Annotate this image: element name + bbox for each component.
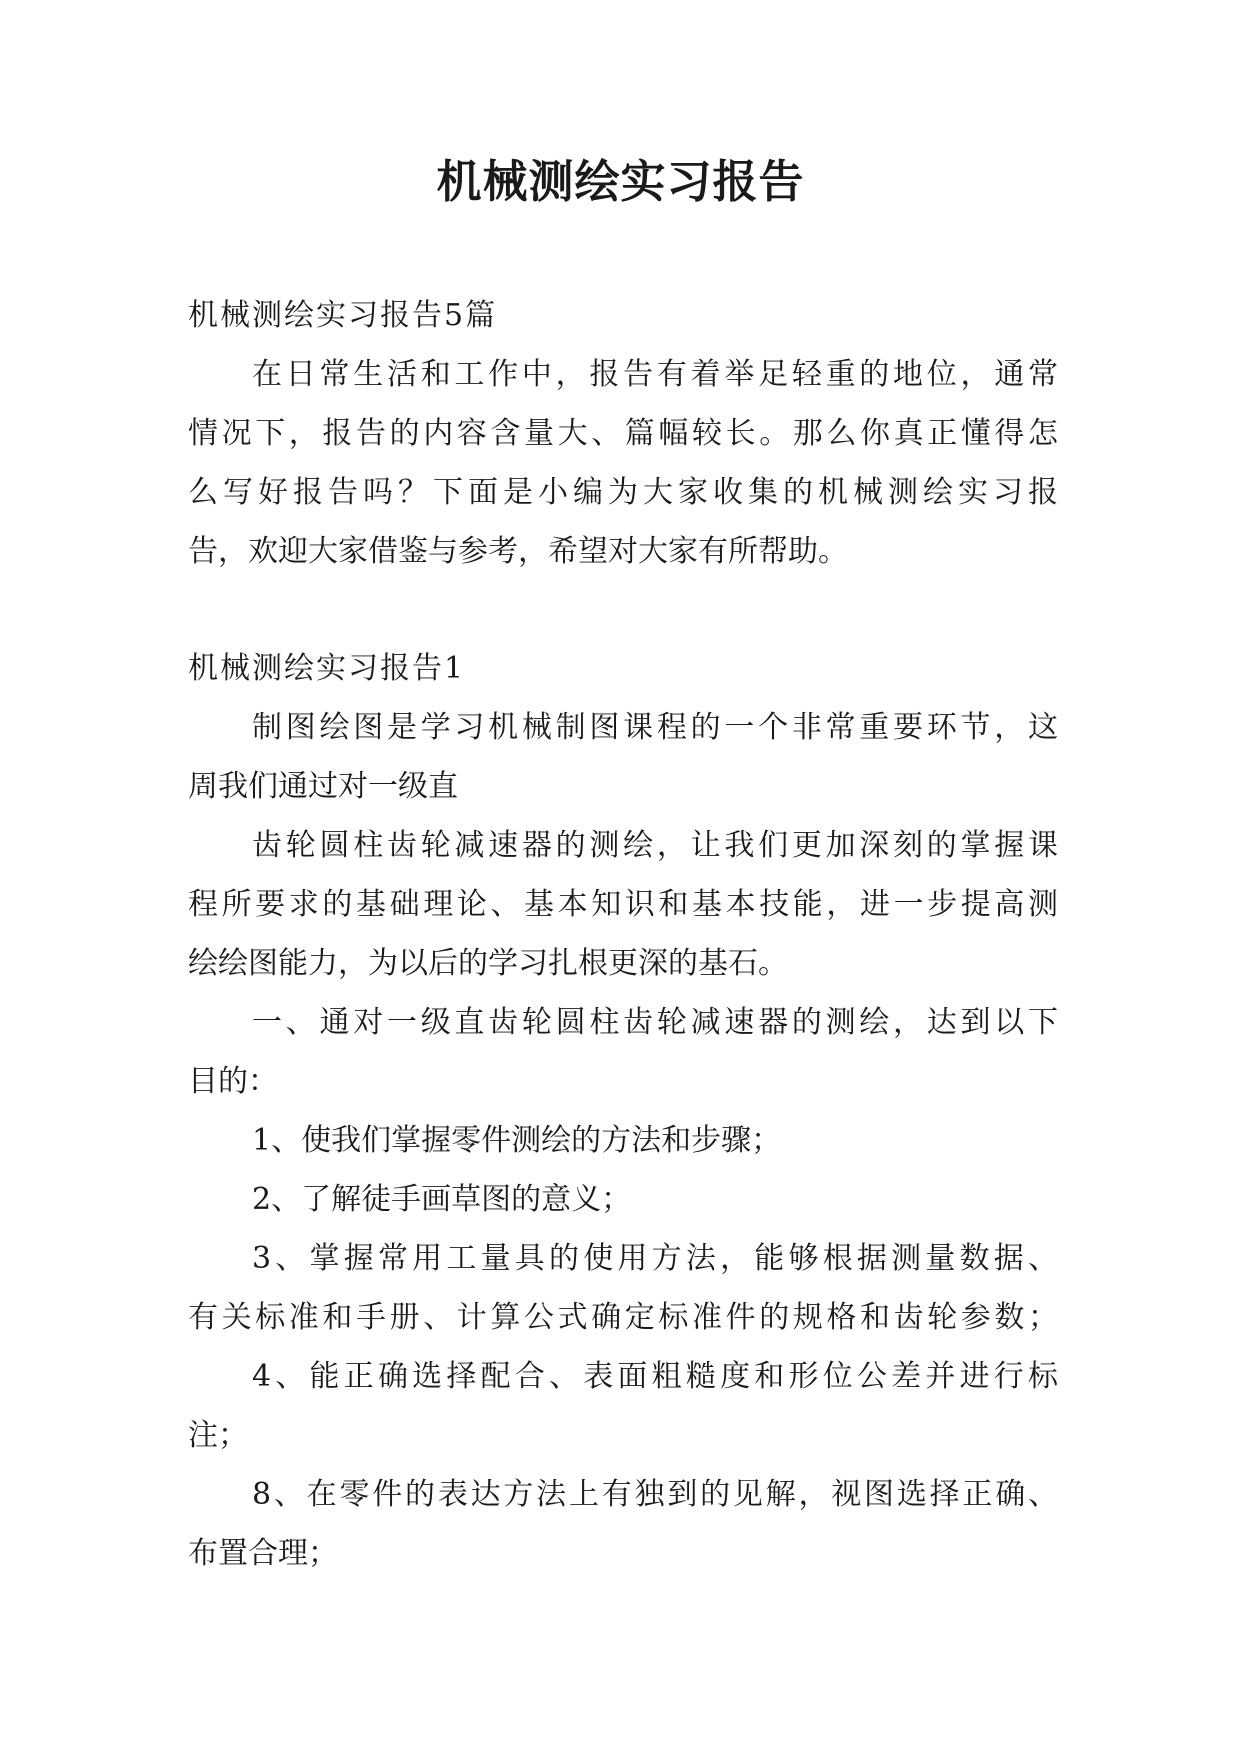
text-line: 绘绘图能力，为以后的学习扎根更深的基石。 (188, 946, 788, 981)
text-line: 8、在零件的表达方法上有独到的见解，视图选择正确、 (252, 1477, 1058, 1512)
text-line: 2、了解徒手画草图的意义； (252, 1182, 632, 1217)
paragraph (188, 698, 1058, 816)
text-line: 有关标准和手册、计算公式确定标准件的规格和齿轮参数； (188, 1300, 1058, 1335)
text-line: 目的： (188, 1064, 278, 1099)
section-heading: 机械测绘实习报告5篇 (188, 298, 498, 333)
paragraph (188, 345, 1058, 581)
paragraph (188, 993, 1058, 1111)
text-line: 情况下，报告的内容含量大、篇幅较长。那么你真正懂得怎 (188, 416, 1058, 451)
text-line: 3、掌握常用工量具的使用方法，能够根据测量数据、 (252, 1241, 1058, 1276)
section-gap (188, 581, 1058, 639)
text-line: 么写好报告吗？下面是小编为大家收集的机械测绘实习报 (188, 475, 1058, 510)
section-heading: 机械测绘实习报告1 (188, 651, 466, 686)
text-line: 在日常生活和工作中，报告有着举足轻重的地位，通常 (252, 357, 1058, 392)
text-line: 告，欢迎大家借鉴与参考，希望对大家有所帮助。 (188, 534, 848, 569)
paragraph (188, 1111, 1058, 1170)
text-line: 1、使我们掌握零件测绘的方法和步骤； (252, 1123, 782, 1158)
text-line: 一、通对一级直齿轮圆柱齿轮减速器的测绘，达到以下 (252, 1005, 1058, 1040)
text-line: 制图绘图是学习机械制图课程的一个非常重要环节，这 (252, 710, 1058, 745)
paragraph (188, 1170, 1058, 1229)
text-line: 齿轮圆柱齿轮减速器的测绘，让我们更加深刻的掌握课 (252, 828, 1058, 863)
text-line: 4、能正确选择配合、表面粗糙度和形位公差并进行标 (252, 1359, 1058, 1394)
text-line: 周我们通过对一级直 (188, 769, 458, 804)
paragraph (188, 1465, 1058, 1583)
text-line: 注； (188, 1418, 248, 1453)
paragraph (188, 1347, 1058, 1465)
paragraph (188, 1229, 1058, 1347)
document-title: 机械测绘实习报告 (436, 155, 805, 208)
text-line: 布置合理； (188, 1536, 338, 1571)
document-body (188, 286, 1058, 1583)
text-line: 程所要求的基础理论、基本知识和基本技能，进一步提高测 (188, 887, 1058, 922)
paragraph (188, 816, 1058, 993)
